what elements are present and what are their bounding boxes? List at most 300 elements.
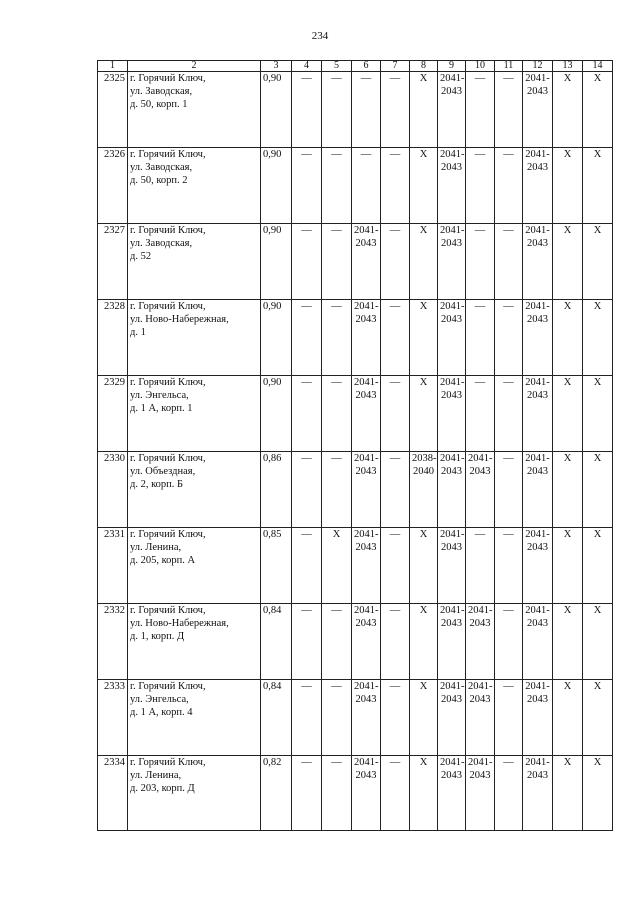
cell-line: — [301,453,312,464]
cell-line: X [563,301,572,312]
cell-line: 2043 [527,618,548,629]
value-cell [553,756,583,831]
cell-line: 2041- [525,225,550,236]
cell-line: — [503,73,514,84]
cell-line: 2041- [440,529,465,540]
cell-line: X [563,681,572,692]
value-cell [438,604,466,680]
address-line: ул. Заводская, [130,86,193,97]
cell-line: 2043 [441,466,462,477]
value-cell [292,300,322,376]
address-line: ул. Заводская, [130,238,193,249]
value-cell [583,300,613,376]
cell-line: X [593,225,602,236]
value-cell [495,756,523,831]
value-cell [523,528,553,604]
cell-line: X [593,301,602,312]
value-cell [466,376,495,452]
address-line: г. Горячий Ключ, [130,73,206,84]
cell-line: 2043 [355,770,377,781]
wear-coefficient-cell [261,604,292,680]
row-number: 2332 [98,604,128,680]
cell-line: 2041- [525,757,550,768]
value-cell [583,224,613,300]
cell-line: 2043 [527,694,548,705]
cell-line: 0,84 [263,681,282,692]
value-cell [438,528,466,604]
value-cell [553,72,583,148]
cell-line: X [419,73,428,84]
cell-line: — [301,681,312,692]
address-line: г. Горячий Ключ, [130,377,206,388]
value-cell [292,680,322,756]
cell-line: 2043 [355,314,377,325]
value-cell [466,300,495,376]
address-cell [128,376,261,452]
value-cell [495,72,523,148]
address-cell [128,148,261,224]
cell-line: — [301,301,312,312]
value-cell [381,604,410,680]
value-cell [438,148,466,224]
cell-line: 2041- [440,681,465,692]
value-cell [553,224,583,300]
address-cell [128,452,261,528]
cell-line: X [563,453,572,464]
cell-line: 2041- [354,681,379,692]
value-cell [466,452,495,528]
value-cell [292,224,322,300]
cell-line: 2041- [354,377,379,388]
value-cell [410,528,438,604]
cell-line: 0,90 [263,377,282,388]
cell-line: — [389,301,401,312]
value-cell [352,680,381,756]
cell-line: — [474,149,486,160]
cell-line: 2041- [440,225,465,236]
value-cell [322,680,352,756]
table-row [98,72,613,148]
cell-line: X [419,225,428,236]
address-line: ул. Ленина, [130,770,182,781]
value-cell [322,224,352,300]
cell-line: — [389,149,401,160]
address-line: д. 1 [130,327,146,338]
value-cell [381,300,410,376]
cell-line: 2041- [468,453,493,464]
value-cell [322,72,352,148]
register-body [98,72,613,831]
value-cell [523,680,553,756]
address-line: ул. Ново-Набережная, [130,618,229,629]
cell-line: — [301,73,312,84]
value-cell [523,452,553,528]
value-cell [438,72,466,148]
address-line: д. 50, корп. 1 [130,99,188,110]
address-line: г. Горячий Ключ, [130,681,206,692]
cell-line: 2041- [525,453,550,464]
row-number: 2334 [98,756,128,831]
address-line: ул. Энгельса, [130,390,189,401]
address-cell [128,528,261,604]
cell-line: X [593,681,602,692]
cell-line: 2043 [527,390,548,401]
cell-line: 2041- [354,605,379,616]
wear-coefficient-cell [261,148,292,224]
wear-coefficient-cell [261,756,292,831]
cell-line: — [389,225,401,236]
value-cell [410,300,438,376]
wear-coefficient-cell [261,680,292,756]
cell-line: 0,85 [263,529,282,540]
cell-line: 2043 [527,238,548,249]
value-cell [381,528,410,604]
value-cell [410,604,438,680]
table-row [98,756,613,831]
column-header: 8 [410,61,438,72]
address-cell [128,756,261,831]
cell-line: X [593,377,602,388]
cell-line: 2040 [413,466,434,477]
cell-line: 2041- [354,225,379,236]
cell-line: 2041- [440,73,465,84]
value-cell [523,300,553,376]
value-cell [583,148,613,224]
column-number-header-row [98,61,613,72]
cell-line: — [301,377,312,388]
cell-line: 2043 [441,694,462,705]
value-cell [352,224,381,300]
cell-line: 2043 [527,314,548,325]
cell-line: — [389,757,401,768]
value-cell [322,756,352,831]
cell-line: X [593,605,602,616]
cell-line: 0,82 [263,757,282,768]
cell-line: X [593,529,602,540]
cell-line: — [331,377,342,388]
cell-line: 0,90 [263,225,282,236]
value-cell [352,148,381,224]
value-cell [553,376,583,452]
value-cell [495,224,523,300]
wear-coefficient-cell [261,376,292,452]
cell-line: 2041- [354,453,379,464]
address-line: г. Горячий Ключ, [130,225,206,236]
value-cell [292,528,322,604]
wear-coefficient-cell [261,300,292,376]
cell-line: X [332,529,341,540]
cell-line: — [331,225,342,236]
cell-line: X [563,149,572,160]
wear-coefficient-cell [261,224,292,300]
cell-line: 2043 [441,542,462,553]
page-number: 234 [311,30,329,42]
value-cell [322,148,352,224]
row-number: 2329 [98,376,128,452]
value-cell [583,756,613,831]
value-cell [410,72,438,148]
column-header: 11 [495,61,523,72]
cell-line: — [389,605,401,616]
cell-line: — [389,377,401,388]
value-cell [466,148,495,224]
value-cell [381,376,410,452]
address-line: д. 52 [130,251,152,262]
cell-line: 2043 [355,694,377,705]
table-row [98,528,613,604]
address-line: ул. Заводская, [130,162,193,173]
value-cell [410,756,438,831]
value-cell [292,452,322,528]
address-line: г. Горячий Ключ, [130,529,206,540]
column-header: 14 [583,61,613,72]
cell-line: 0,90 [263,149,282,160]
value-cell [495,148,523,224]
value-cell [466,604,495,680]
column-header: 9 [438,61,466,72]
cell-line: — [503,377,514,388]
cell-line: X [419,757,428,768]
cell-line: X [563,225,572,236]
cell-line: — [360,73,372,84]
table-row [98,604,613,680]
column-header: 12 [523,61,553,72]
address-line: д. 205, корп. А [130,555,196,566]
cell-line: 2043 [469,466,491,477]
cell-line: X [563,757,572,768]
address-cell [128,72,261,148]
cell-line: 2043 [527,542,548,553]
cell-line: 2043 [441,86,462,97]
address-line: д. 1 А, корп. 1 [130,403,193,414]
address-line: г. Горячий Ключ, [130,453,206,464]
cell-line: X [419,681,428,692]
value-cell [381,224,410,300]
cell-line: X [563,377,572,388]
cell-line: — [331,301,342,312]
value-cell [523,604,553,680]
cell-line: 2043 [355,618,377,629]
row-number: 2328 [98,300,128,376]
value-cell [322,604,352,680]
column-header: 7 [381,61,410,72]
value-cell [466,680,495,756]
cell-line: 2041- [525,605,550,616]
cell-line: X [593,73,602,84]
value-cell [495,452,523,528]
value-cell [583,604,613,680]
value-cell [495,376,523,452]
cell-line: 2041- [525,301,550,312]
value-cell [352,376,381,452]
column-header: 1 [98,61,128,72]
cell-line: 2041- [440,605,465,616]
cell-line: 2041- [354,301,379,312]
value-cell [523,72,553,148]
address-line: г. Горячий Ключ, [130,301,206,312]
cell-line: 2041- [468,605,493,616]
address-line: ул. Объездная, [130,466,196,477]
value-cell [352,528,381,604]
cell-line: X [419,301,428,312]
cell-line: 2038- [412,453,437,464]
cell-line: 2041- [525,377,550,388]
column-header: 6 [352,61,381,72]
cell-line: — [503,757,514,768]
cell-line: — [301,149,312,160]
address-line: г. Горячий Ключ, [130,149,206,160]
cell-line: — [474,377,486,388]
table-row [98,680,613,756]
wear-coefficient-cell [261,452,292,528]
value-cell [583,452,613,528]
cell-line: 2043 [441,238,462,249]
value-cell [495,528,523,604]
cell-line: — [474,73,486,84]
row-number: 2331 [98,528,128,604]
cell-line: 2043 [355,542,377,553]
cell-line: — [503,225,514,236]
value-cell [583,72,613,148]
cell-line: — [389,681,401,692]
address-line: д. 50, корп. 2 [130,175,188,186]
table-row [98,224,613,300]
cell-line: — [389,529,401,540]
address-line: г. Горячий Ключ, [130,757,206,768]
cell-line: X [419,149,428,160]
address-line: д. 2, корп. Б [130,479,184,490]
cell-line: 2043 [441,770,462,781]
value-cell [352,756,381,831]
value-cell [466,72,495,148]
cell-line: 0,84 [263,605,282,616]
cell-line: 2041- [468,681,493,692]
cell-line: — [503,453,514,464]
cell-line: 2043 [469,694,491,705]
value-cell [352,452,381,528]
value-cell [495,680,523,756]
value-cell [292,604,322,680]
cell-line: 2043 [441,162,462,173]
cell-line: — [331,149,342,160]
value-cell [381,680,410,756]
cell-line: 2043 [441,390,462,401]
value-cell [466,756,495,831]
address-line: д. 203, корп. Д [130,783,195,794]
cell-line: — [301,529,312,540]
value-cell [438,300,466,376]
value-cell [292,72,322,148]
value-cell [322,452,352,528]
column-header: 5 [322,61,352,72]
cell-line: — [389,73,401,84]
value-cell [410,148,438,224]
cell-line: — [331,681,342,692]
value-cell [438,452,466,528]
value-cell [523,148,553,224]
cell-line: 2043 [441,314,462,325]
value-cell [583,528,613,604]
value-cell [583,680,613,756]
row-number: 2326 [98,148,128,224]
cell-line: — [503,529,514,540]
cell-line: X [563,73,572,84]
address-line: ул. Ново-Набережная, [130,314,229,325]
value-cell [495,604,523,680]
address-line: ул. Ленина, [130,542,182,553]
value-cell [292,756,322,831]
row-number: 2325 [98,72,128,148]
value-cell [381,756,410,831]
table-row [98,148,613,224]
cell-line: 2041- [354,757,379,768]
address-cell [128,604,261,680]
cell-line: — [389,453,401,464]
address-line: г. Горячий Ключ, [130,605,206,616]
cell-line: — [503,149,514,160]
cell-line: 2043 [527,86,548,97]
value-cell [466,224,495,300]
cell-line: 2041- [525,73,550,84]
cell-line: — [331,73,342,84]
cell-line: 2043 [355,466,377,477]
cell-line: 2043 [527,162,548,173]
column-header: 2 [128,61,261,72]
wear-coefficient-cell [261,72,292,148]
cell-line: — [331,453,342,464]
housing-register-table [97,60,613,831]
value-cell [438,224,466,300]
cell-line: 2043 [441,618,462,629]
value-cell [381,452,410,528]
value-cell [553,528,583,604]
cell-line: 2041- [354,529,379,540]
value-cell [322,528,352,604]
address-line: д. 1, корп. Д [130,631,185,642]
cell-line: — [331,605,342,616]
cell-line: — [503,301,514,312]
value-cell [410,224,438,300]
value-cell [292,148,322,224]
address-line: ул. Энгельса, [130,694,189,705]
cell-line: — [360,149,372,160]
cell-line: X [593,453,602,464]
value-cell [583,376,613,452]
address-line: д. 1 А, корп. 4 [130,707,193,718]
cell-line: 2041- [468,757,493,768]
cell-line: 2041- [440,757,465,768]
value-cell [410,376,438,452]
value-cell [292,376,322,452]
value-cell [553,604,583,680]
cell-line: — [301,757,312,768]
cell-line: 2041- [440,149,465,160]
address-cell [128,224,261,300]
cell-line: 2041- [440,377,465,388]
row-number: 2330 [98,452,128,528]
value-cell [495,300,523,376]
value-cell [381,72,410,148]
value-cell [523,224,553,300]
cell-line: 2043 [527,466,548,477]
cell-line: X [419,605,428,616]
cell-line: 0,90 [263,73,282,84]
cell-line: X [593,757,602,768]
cell-line: X [419,529,428,540]
cell-line: — [474,225,486,236]
value-cell [438,376,466,452]
table-row [98,376,613,452]
